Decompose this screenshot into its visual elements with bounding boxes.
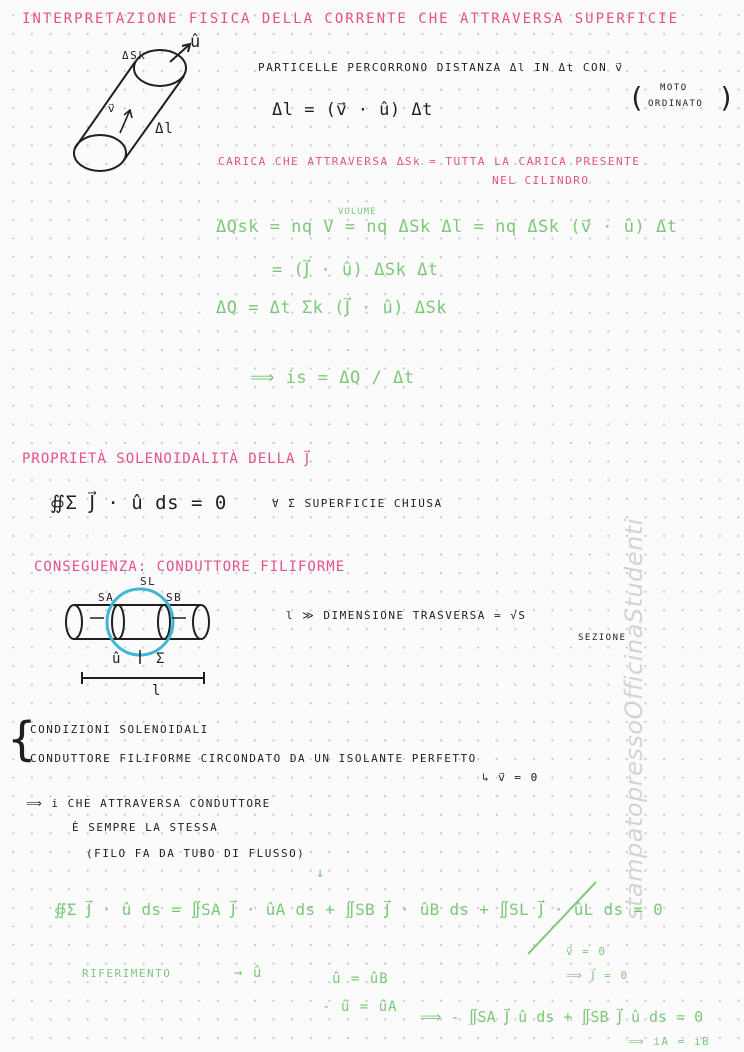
condition-conductor: CONDUTTORE FILIFORME CIRCONDATO DA UN ISOLANTE PERFETTO xyxy=(30,752,477,765)
equation-delta-q: ΔQ = Δt Σk (J⃗ · û) ΔSk xyxy=(216,298,447,318)
equation-delta-l: Δl = (v⃗ · û) Δt xyxy=(272,100,433,120)
equation-solenoidal: ∯Σ J⃗ · û ds = 0 xyxy=(50,492,227,514)
final-equation: ⟹ - ∬SA J⃗ û ds + ∬SB J⃗ û ds = 0 xyxy=(420,1008,704,1026)
equation-current: ⟹ is = ΔQ / Δt xyxy=(250,368,415,388)
label-sigma: Σ xyxy=(156,651,166,667)
riferimento-arrow: → û xyxy=(234,965,263,981)
result-current: ⟹ i CHE ATTRAVERSA CONDUTTORE xyxy=(26,797,271,810)
label-u: û xyxy=(112,651,122,667)
area-label: ΔSk xyxy=(122,49,147,62)
label-length: l xyxy=(152,683,162,699)
condition-solenoidal: CONDIZIONI SOLENOIDALI xyxy=(30,723,209,736)
label-sa: SA xyxy=(98,591,115,604)
u-equals-ub: û = ûB xyxy=(332,971,389,987)
velocity-label: v⃗ xyxy=(108,102,117,115)
note-moto: MOTO xyxy=(660,83,688,93)
sentence-particles: PARTICELLE PERCORRONO DISTANZA Δl IN Δt CON v⃗ xyxy=(258,61,624,74)
label-sl: SL xyxy=(140,575,157,588)
result-flux-tube: (FILO FA DA TUBO DI FLUSSO) xyxy=(86,847,306,860)
equation-charge: ΔQsk = nq V = nq ΔSk Δl = nq ΔSk (v⃗ · û) Δt xyxy=(216,217,678,237)
green-flux-equation: ∯Σ J⃗ · û ds = ∬SA J⃗ · ûA ds + ∬SB J⃗ · ûB ds + ∬SL J⃗ · ûL ds = 0 xyxy=(54,900,664,919)
dimension-text: l ≫ DIMENSIONE TRASVERSA ≃ √S xyxy=(286,609,527,622)
section2-title: PROPRIETÀ SOLENOIDALITÀ DELLA J⃗ xyxy=(22,451,310,467)
final-result: ⟹ iA = iB xyxy=(628,1035,711,1048)
condition-v-zero: ↳ v⃗ = 0 xyxy=(482,771,539,784)
green-v-zero: v⃗ = 0 xyxy=(566,945,607,958)
section3-title: CONSEGUENZA: CONDUTTORE FILIFORME xyxy=(34,559,346,575)
note-paren-open: ( xyxy=(628,81,645,114)
length-label: Δl xyxy=(155,121,174,137)
green-j-zero: ⟹ J⃗ = 0 xyxy=(566,969,629,982)
section1-title: INTERPRETAZIONE FISICA DELLA CORRENTE CHE ATTRAVERSA SUPERFICIE xyxy=(22,11,680,27)
forall-surface: ∀ Σ SUPERFICIE CHIUSA xyxy=(272,497,443,510)
normal-label: û xyxy=(190,32,201,52)
u-equals-ua: - û = ûA xyxy=(322,999,398,1015)
section-label: SEZIONE xyxy=(578,633,627,643)
equation-charge-j: = (J⃗ · û) ΔSk Δt xyxy=(272,260,439,280)
result-same: È SEMPRE LA STESSA xyxy=(72,821,219,834)
brace: { xyxy=(8,712,36,766)
green-text-line1: CARICA CHE ATTRAVERSA ΔSk = TUTTA LA CARICA PRESENTE xyxy=(218,155,641,168)
down-arrow: ↓ xyxy=(316,865,326,881)
volume-label: VOLUME xyxy=(338,207,377,217)
riferimento-text: RIFERIMENTO xyxy=(82,967,172,980)
conductor-diagram xyxy=(60,580,220,700)
note-ordinato: ORDINATO xyxy=(648,99,704,109)
label-sb: SB xyxy=(166,591,183,604)
green-text-line2: NEL CILINDRO xyxy=(492,174,590,187)
watermark: stampatopressoOfficinaStudenti xyxy=(620,518,648,920)
note-paren-close: ) xyxy=(718,81,735,114)
